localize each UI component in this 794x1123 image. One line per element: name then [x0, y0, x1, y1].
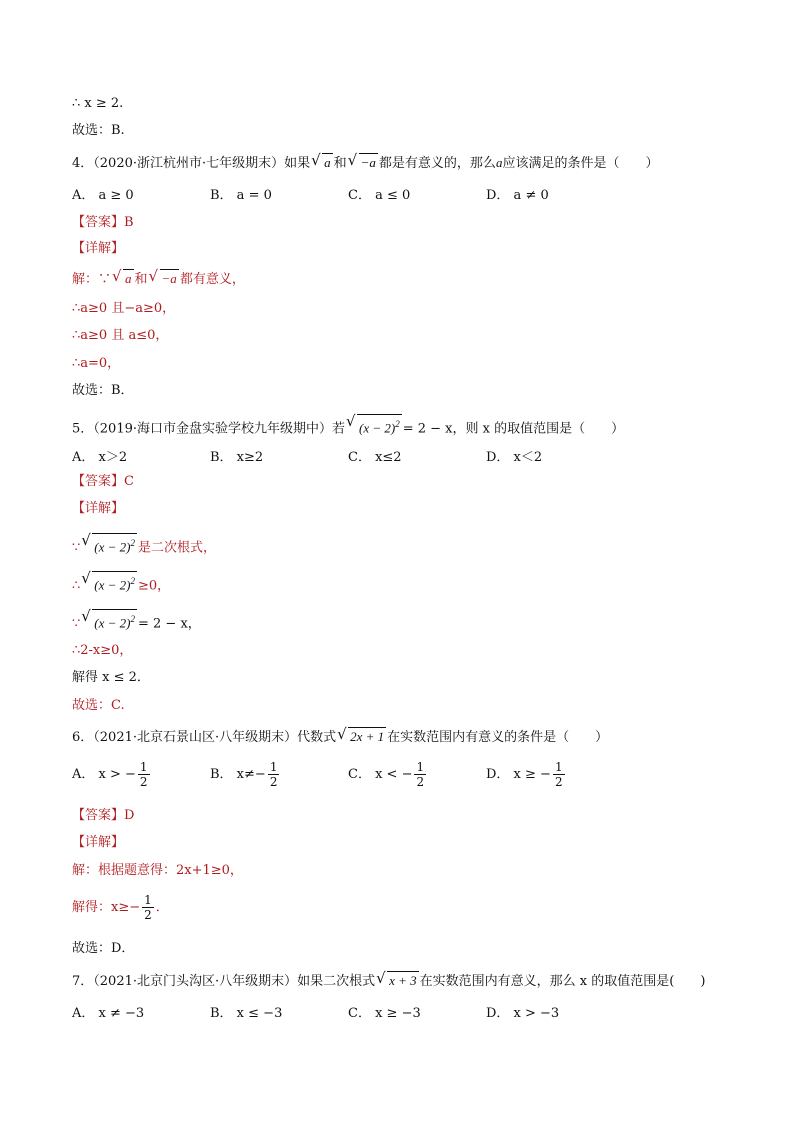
q4-var: a	[495, 155, 503, 170]
q5-choose: 故选：C.	[72, 698, 125, 713]
q4-option-c: C． a ≤ 0	[348, 188, 411, 203]
q5-solution-2: ∴ √ $(x - 2)^2 \ge 0$，	[72, 569, 171, 594]
q5-option-a: A． x＞2	[72, 450, 128, 465]
q6-option-a: A． x > − $\frac{1}{2}$	[72, 760, 148, 789]
sqrt-neg-a: √ −a	[347, 151, 376, 170]
q7-option-a: A． x ≠ −3	[72, 1006, 145, 1021]
q6-answer: 【答案】D	[72, 808, 135, 823]
sqrt-x-plus-3: √ x + 3	[376, 969, 417, 988]
q4-prefix: 4．（2020·浙江杭州市·七年级期末）如果	[72, 156, 311, 171]
q4-solution-4: ∴a=0，	[72, 356, 121, 371]
q7-option-b: B． x ≤ −3	[210, 1006, 283, 1021]
q4-and: 和	[333, 156, 347, 171]
q6-choose: 故选：D．	[72, 941, 135, 956]
q7-option-d: D． x > −3	[486, 1006, 560, 1021]
choose-line: 故选：B.	[72, 123, 125, 138]
q4-option-a: A． a ≥ 0	[72, 188, 134, 203]
q4-detail: 【详解】	[72, 241, 125, 256]
sqrt-neg-a: √ −a	[148, 267, 177, 286]
q4-mid: 都是有意义的，那么	[378, 156, 496, 171]
question-6: 6．（2021·北京石景山区·八年级期末）代数式 √ 2x + 1 在实数范围内有意义的条件是（ ）	[72, 725, 609, 745]
q5-solution-5: 解得 x ≤ 2．	[72, 670, 150, 685]
q4-solution-1: 解：∵ √ a 和 √ −a 都有意义，	[72, 267, 245, 287]
q4-option-d: D． a ≠ 0	[486, 188, 549, 203]
question-5: 5．（2019·海口市金盘实验学校九年级期中）若 √ $(x - 2)^2 = 2 - x$，则 x 的取值范围是（ ）	[72, 412, 625, 437]
q4-option-b: B． a = 0	[210, 188, 272, 203]
q5-solution-3: ∵ √ $(x - 2)^2 = 2 - x$，	[72, 607, 201, 632]
q4-choose: 故选：B．	[72, 383, 134, 398]
sqrt-a: √ a	[311, 151, 331, 170]
q6-detail: 【详解】	[72, 835, 125, 850]
therefore-line: ∴ x ≥ 2.	[72, 96, 124, 111]
q5-answer: 【答案】C	[72, 474, 134, 489]
q4-solution-3: ∴a≥0 且 a≤0，	[72, 328, 169, 343]
q6-solution-1: 解：根据题意得：2x+1≥0，	[72, 863, 243, 878]
q6-solution-2: 解得：x≥− $\frac{1}{2}$ ．	[72, 893, 169, 922]
question-7: 7．（2021·北京门头沟区·八年级期末）如果二次根式 √ x + 3 在实数范围内有意义，那么 x 的取值范围是( )	[72, 969, 706, 989]
q5-solution-4: ∴2-x≥0，	[72, 643, 133, 658]
q4-suffix: 应该满足的条件是（ ）	[502, 156, 659, 171]
q5-option-d: D． x＜2	[486, 450, 543, 465]
sqrt-x-minus-2-squared: √ $(x - 2)^2$	[346, 412, 400, 436]
q6-option-c: C． x < − $\frac{1}{2}$	[348, 760, 425, 789]
sqrt-a: √ a	[112, 267, 132, 286]
q5-option-c: C． x≤2	[348, 450, 402, 465]
q5-detail: 【详解】	[72, 501, 125, 516]
q5-option-b: B． x≥2	[210, 450, 264, 465]
q5-solution-1: ∵ √ $(x - 2)^2$ 是二次根式，	[72, 531, 216, 556]
q4-answer: 【答案】B	[72, 215, 134, 230]
q4-solution-2: ∴a≥0 且−a≥0，	[72, 301, 176, 316]
question-4	[72, 153, 658, 173]
q7-option-c: C． x ≥ −3	[348, 1006, 421, 1021]
q6-option-b: B． x≠− $\frac{1}{2}$	[210, 760, 278, 789]
sqrt-2x-plus-1: √ 2x + 1	[337, 725, 385, 744]
q6-option-d: D． x ≥ − $\frac{1}{2}$	[486, 760, 563, 789]
